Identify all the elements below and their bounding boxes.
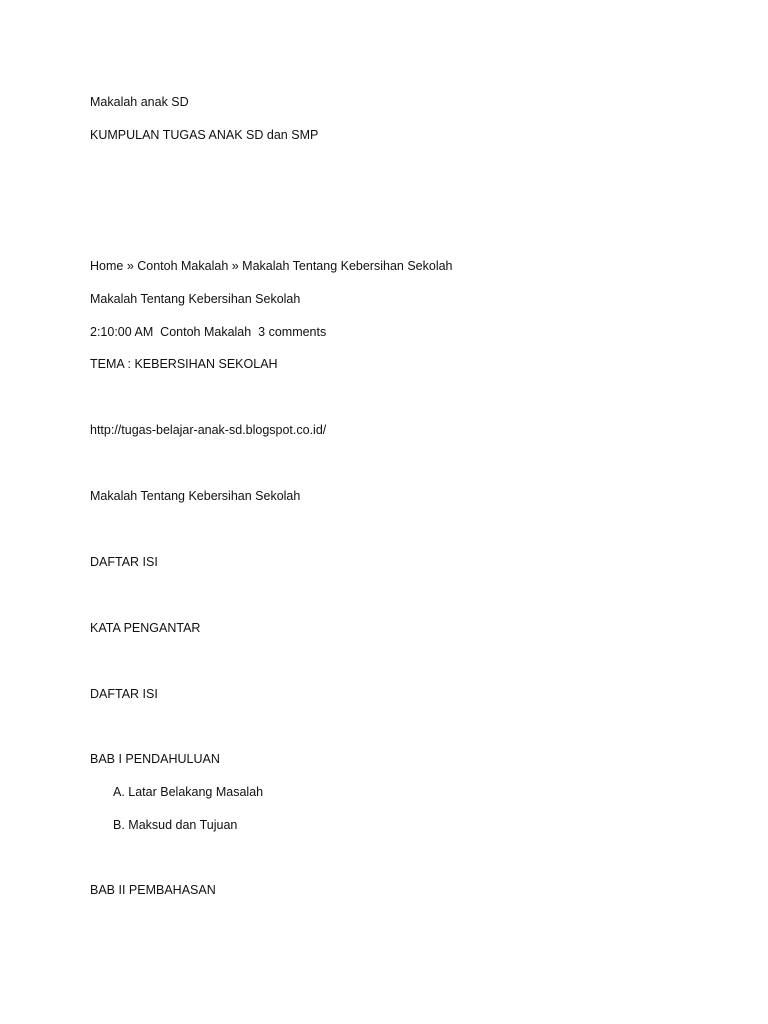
site-name: Makalah anak SD bbox=[90, 95, 189, 109]
toc-subitem-latar-belakang: A. Latar Belakang Masalah bbox=[113, 785, 264, 799]
post-title: Makalah Tentang Kebersihan Sekolah bbox=[90, 292, 301, 306]
post-theme: TEMA : KEBERSIHAN SEKOLAH bbox=[90, 357, 278, 371]
blog-url-link[interactable]: http://tugas-belajar-anak-sd.blogspot.co.id/ bbox=[90, 423, 327, 437]
toc-item-kata-pengantar: KATA PENGANTAR bbox=[90, 621, 201, 635]
toc-heading: DAFTAR ISI bbox=[90, 555, 158, 569]
toc-item-bab-1: BAB I PENDAHULUAN bbox=[90, 752, 220, 766]
document-title: Makalah Tentang Kebersihan Sekolah bbox=[90, 489, 301, 503]
toc-subitem-maksud-tujuan: B. Maksud dan Tujuan bbox=[113, 818, 238, 832]
toc-item-daftar-isi: DAFTAR ISI bbox=[90, 687, 158, 701]
breadcrumb[interactable]: Home » Contoh Makalah » Makalah Tentang Kebersihan Sekolah bbox=[90, 259, 453, 273]
site-tagline: KUMPULAN TUGAS ANAK SD dan SMP bbox=[90, 128, 319, 142]
post-meta: 2:10:00 AM Contoh Makalah 3 comments bbox=[90, 325, 327, 339]
toc-item-bab-2: BAB II PEMBAHASAN bbox=[90, 883, 216, 897]
